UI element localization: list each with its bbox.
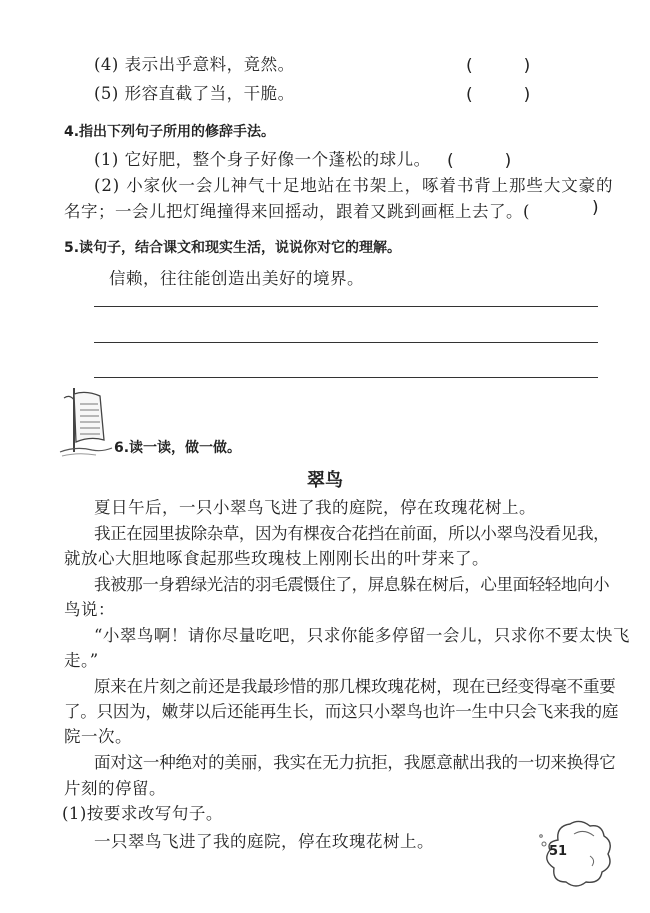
item-5: (5) 形容直截了当，干脆。 xyxy=(94,84,295,103)
q5-sentence: 信赖，往往能创造出美好的境界。 xyxy=(109,269,364,288)
answer-paren-4[interactable]: ( ) xyxy=(466,56,531,76)
q5-heading: 5.读句子，结合课文和现实生活，说说你对它的理解。 xyxy=(64,240,402,256)
answer-line-3[interactable] xyxy=(94,377,598,378)
q4-answer-paren-2-end[interactable]: ) xyxy=(592,198,599,218)
passage-line-11: 面对这一种绝对的美丽，我实在无力抗拒，我愿意献出我的一切来换得它 xyxy=(94,753,616,772)
q4-answer-paren-1[interactable]: ( ) xyxy=(447,151,512,171)
answer-paren-5[interactable]: ( ) xyxy=(466,85,531,105)
passage-line-3: 就放心大胆地啄食起那些玫瑰枝上刚刚长出的叶芽来了。 xyxy=(64,549,489,568)
page-number: 51 xyxy=(549,844,568,859)
passage-line-6: “小翠鸟啊！请你尽量吃吧，只求你能多停留一会儿，只求你不要太快飞 xyxy=(94,626,630,645)
answer-line-2[interactable] xyxy=(94,342,598,343)
item-4: (4) 表示出乎意料，竟然。 xyxy=(94,55,295,74)
q4-heading: 4.指出下列句子所用的修辞手法。 xyxy=(64,124,276,140)
sub-question-1-sentence: 一只翠鸟飞进了我的庭院，停在玫瑰花树上。 xyxy=(94,832,434,851)
q6-heading: 6.读一读，做一做。 xyxy=(114,440,242,456)
passage-line-2: 我正在园里拔除杂草，因为有棵夜合花挡在前面，所以小翠鸟没看见我， xyxy=(94,524,610,543)
passage-line-12: 片刻的停留。 xyxy=(64,779,166,798)
q4-sentence-1: (1) 它好肥，整个身子好像一个蓬松的球儿。 xyxy=(94,150,431,169)
passage-line-5: 鸟说： xyxy=(64,600,115,619)
answer-line-1[interactable] xyxy=(94,306,598,307)
scroll-flag-icon xyxy=(56,386,116,458)
passage-title: 翠鸟 xyxy=(307,470,343,491)
q4-sentence-2-line-2: 名字；一会儿把灯绳撞得来回摇动，跟着又跳到画框上去了。( xyxy=(64,202,530,221)
passage-line-9: 了。只因为，嫩芽以后还能再生长，而这只小翠鸟也许一生中只会飞来我的庭 xyxy=(64,702,619,721)
q4-sentence-2-line-1: (2) 小家伙一会儿神气十足地站在书架上，啄着书背上那些大文豪的 xyxy=(94,176,614,195)
passage-line-10: 院一次。 xyxy=(64,727,132,746)
passage-line-7: 走。” xyxy=(64,651,99,670)
passage-line-1: 夏日午后，一只小翠鸟飞进了我的庭院，停在玫瑰花树上。 xyxy=(94,498,536,517)
passage-line-8: 原来在片刻之前还是我最珍惜的那几棵玫瑰花树，现在已经变得毫不重要 xyxy=(94,677,616,696)
passage-line-4: 我被那一身碧绿光洁的羽毛震慑住了，屏息躲在树后，心里面轻轻地向小 xyxy=(94,575,610,594)
sub-question-1: (1)按要求改写句子。 xyxy=(62,804,223,823)
page-mascot-icon xyxy=(536,818,616,890)
